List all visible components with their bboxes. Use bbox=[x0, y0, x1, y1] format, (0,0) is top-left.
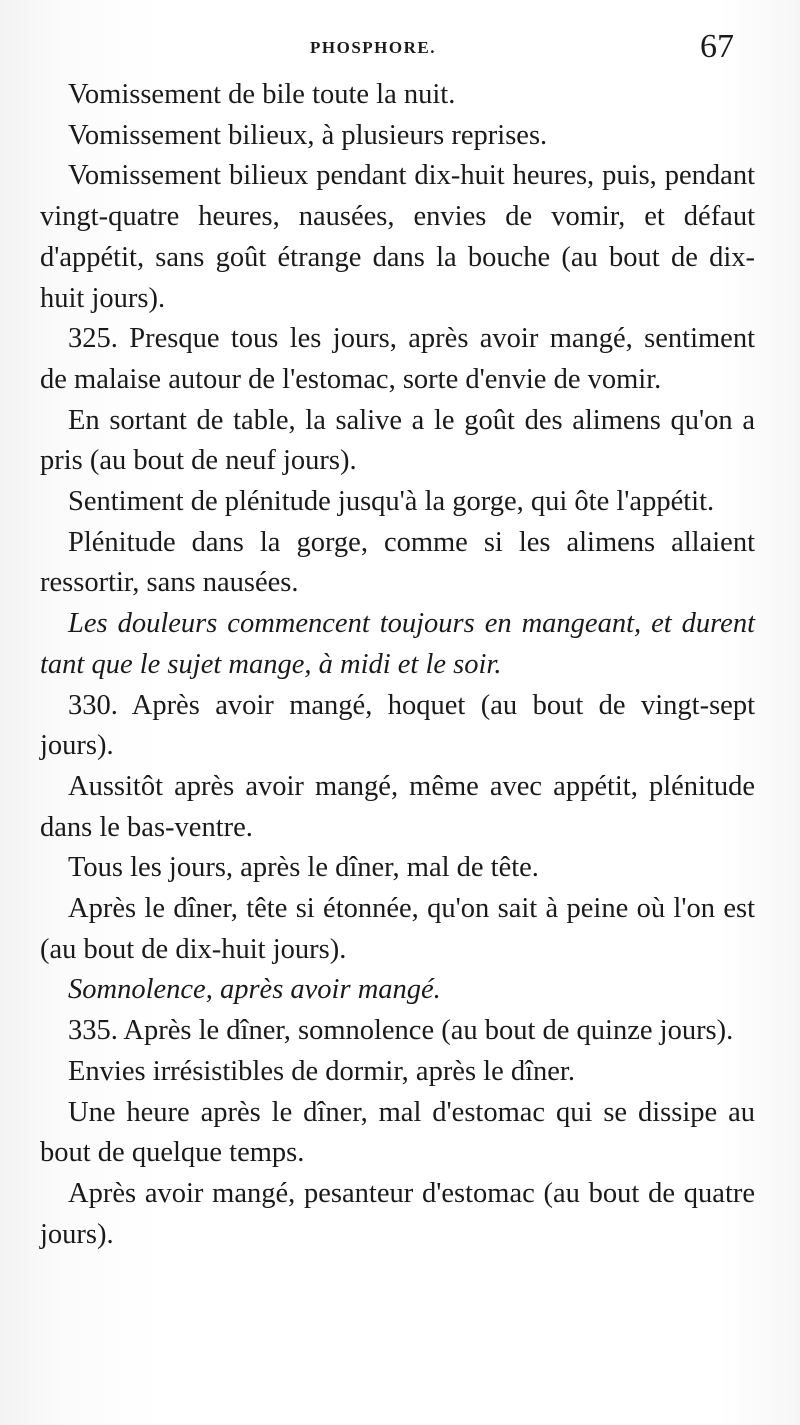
paragraph: Tous les jours, après le dîner, mal de tête. bbox=[68, 852, 539, 884]
paragraph: Plénitude dans la gorge, comme si les alimens allaient ressortir, sans nausées. bbox=[40, 526, 755, 599]
paragraph: Sentiment de plénitude jusqu'à la gorge, qui ôte l'appétit. bbox=[68, 486, 715, 518]
paragraph: 330. Après avoir mangé, hoquet (au bout de vingt-sept jours). bbox=[40, 689, 755, 762]
page-number: 67 bbox=[700, 28, 734, 65]
paragraph: Vomissement bilieux pendant dix-huit heures, puis, pendant vingt-quatre heures, nausées, envies de vomir, et défaut d'appétit, sans goût étrange dans la bouche (au bout de dix-huit jours). bbox=[40, 160, 755, 314]
paragraph: Après avoir mangé, pesanteur d'estomac (au bout de quatre jours). bbox=[40, 1177, 755, 1250]
paragraph: Les douleurs commencent toujours en mangeant, et durent tant que le sujet mange, à midi et le soir. bbox=[40, 608, 755, 680]
paragraph: Après le dîner, tête si étonnée, qu'on sait à peine où l'on est (au bout de dix-huit jours). bbox=[40, 893, 755, 965]
paragraph: Une heure après le dîner, mal d'estomac qui se dissipe au bout de quelque temps. bbox=[40, 1096, 755, 1169]
paragraph: Vomissement bilieux, à plusieurs reprises. bbox=[68, 119, 548, 151]
paragraph: Envies irrésistibles de dormir, après le dîner. bbox=[68, 1055, 575, 1087]
paragraph: Aussitôt après avoir mangé, même avec appétit, plénitude dans le bas-ventre. bbox=[40, 770, 755, 843]
paragraph: En sortant de table, la salive a le goût des alimens qu'on a pris (au bout de neuf jours). bbox=[40, 404, 755, 477]
body-text bbox=[40, 75, 755, 1255]
paragraph: 325. Presque tous les jours, après avoir mangé, sentiment de malaise autour de l'estomac, sorte d'envie de vomir. bbox=[40, 323, 755, 395]
paragraph: Somnolence, après avoir mangé. bbox=[68, 974, 441, 1006]
paragraph: Vomissement de bile toute la nuit. bbox=[68, 79, 456, 110]
running-title: PHOSPHORE. bbox=[310, 38, 436, 57]
paragraph: 335. Après le dîner, somnolence (au bout de quinze jours). bbox=[68, 1015, 734, 1047]
